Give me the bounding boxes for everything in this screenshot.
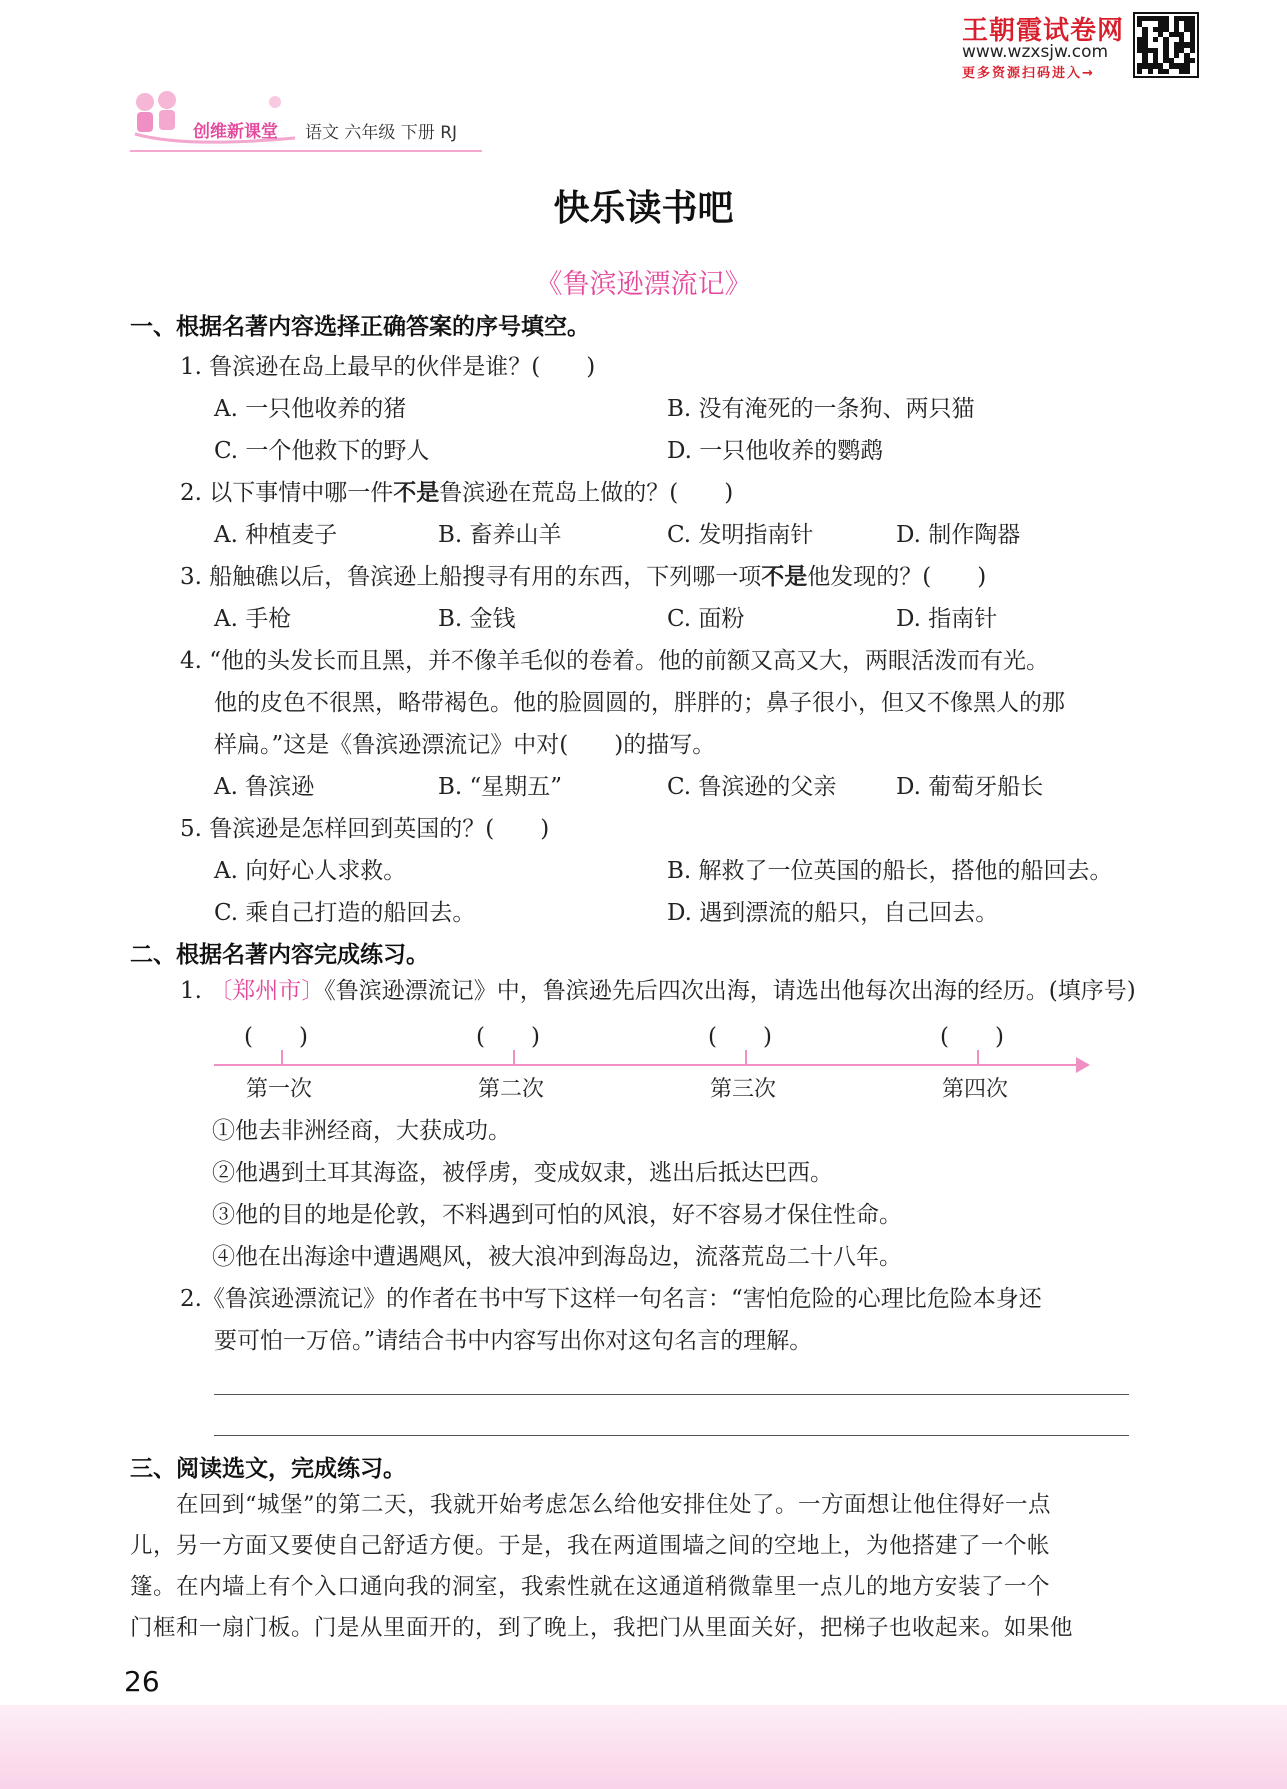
q3-option-b[interactable]: B. 金钱 — [438, 606, 516, 632]
timeline-blank-3[interactable]: ( ) — [708, 1024, 772, 1050]
series-name: 创维新课堂 — [193, 122, 278, 142]
q4-option-d[interactable]: D. 葡萄牙船长 — [896, 774, 1044, 800]
q2-option-b[interactable]: B. 畜养山羊 — [438, 522, 562, 548]
q2-stem-post: 鲁滨逊在荒岛上做的？( ) — [439, 480, 734, 506]
timeline-label-3: 第三次 — [710, 1077, 777, 1102]
passage-line-2: 儿，另一方面又要使自己舒适方便。于是，我在两道围墙之间的空地上，为他搭建了一个帐 — [130, 1533, 1051, 1559]
page-number: 26 — [124, 1665, 160, 1698]
q2-stem-pre: 2. 以下事情中哪一件 — [180, 480, 394, 506]
q1-stem: 1. 鲁滨逊在岛上最早的伙伴是谁？( ) — [180, 354, 596, 380]
q3-stem-post: 他发现的？( ) — [807, 564, 987, 590]
timeline-label-2: 第二次 — [478, 1077, 545, 1102]
timeline-arrow-icon — [1076, 1057, 1090, 1073]
q2-option-c[interactable]: C. 发明指南针 — [667, 522, 814, 548]
q5-option-b[interactable]: B. 解救了一位英国的船长，搭他的船回去。 — [667, 858, 1113, 884]
subject-info: 语文 六年级 下册 RJ — [305, 123, 458, 143]
timeline-tick — [513, 1050, 515, 1066]
s2-q1-stem — [180, 970, 1136, 1012]
timeline-label-4: 第四次 — [942, 1077, 1009, 1102]
timeline-tick — [281, 1050, 283, 1066]
q1-option-a[interactable]: A. 一只他收养的猪 — [214, 396, 407, 422]
section2-heading: 二、根据名著内容完成练习。 — [130, 942, 429, 968]
q4-line2: 他的皮色不很黑，略带褐色。他的脸圆圆的，胖胖的；鼻子很小，但又不像黑人的那 — [214, 690, 1065, 716]
q4-option-a[interactable]: A. 鲁滨逊 — [214, 774, 315, 800]
q4-option-b[interactable]: B. “星期五” — [438, 774, 563, 800]
s2-q1-num: 1. — [180, 978, 202, 1004]
q5-option-d[interactable]: D. 遇到漂流的船只，自己回去。 — [667, 900, 999, 926]
s2-q2-line2: 要可怕一万倍。”请结合书中内容写出你对这句名言的理解。 — [214, 1328, 813, 1354]
q1-option-d[interactable]: D. 一只他收养的鹦鹉 — [667, 438, 884, 464]
s2-q1-text: 《鲁滨逊漂流记》中，鲁滨逊先后四次出海，请选出他每次出海的经历。(填序号) — [324, 978, 1136, 1004]
header-divider — [130, 150, 482, 152]
q5-option-c[interactable]: C. 乘自己打造的船回去。 — [214, 900, 476, 926]
voyage-option-4: ④他在出海途中遭遇飓风，被大浪冲到海岛边，流落荒岛二十八年。 — [212, 1244, 902, 1270]
voyage-option-3: ③他的目的地是伦敦，不料遇到可怕的风浪，好不容易才保住性命。 — [212, 1202, 902, 1228]
voyage-option-2: ②他遇到土耳其海盗，被俘虏，变成奴隶，逃出后抵达巴西。 — [212, 1160, 833, 1186]
q1-option-c[interactable]: C. 一个他救下的野人 — [214, 438, 430, 464]
q3-option-a[interactable]: A. 手枪 — [214, 606, 292, 632]
page-title: 快乐读书吧 — [553, 188, 734, 229]
timeline-tick — [745, 1050, 747, 1066]
q5-option-a[interactable]: A. 向好心人求救。 — [214, 858, 407, 884]
answer-line-1[interactable] — [214, 1394, 1129, 1395]
q3-option-d[interactable]: D. 指南针 — [896, 606, 998, 632]
brand-url[interactable]: www.wzxsjw.com — [962, 42, 1109, 62]
q5-stem: 5. 鲁滨逊是怎样回到英国的？( ) — [180, 816, 550, 842]
timeline-blank-1[interactable]: ( ) — [244, 1024, 308, 1050]
q3-stem-bold: 不是 — [761, 563, 808, 590]
section1-heading: 一、根据名著内容选择正确答案的序号填空。 — [130, 314, 590, 340]
timeline-label-1: 第一次 — [246, 1077, 313, 1102]
passage-line-3: 篷。在内墙上有个入口通向我的洞室，我索性就在这通道稍微靠里一点儿的地方安装了一个 — [130, 1574, 1051, 1600]
q1-option-b[interactable]: B. 没有淹死的一条狗、两只猫 — [667, 396, 975, 422]
q3-option-c[interactable]: C. 面粉 — [667, 606, 745, 632]
timeline-blank-2[interactable]: ( ) — [476, 1024, 540, 1050]
book-title: 《鲁滨逊漂流记》 — [535, 269, 752, 300]
q3-stem-pre: 3. 船触礁以后，鲁滨逊上船搜寻有用的东西，下列哪一项 — [180, 564, 762, 590]
timeline-axis — [214, 1064, 1080, 1066]
s2-q2-line1: 2.《鲁滨逊漂流记》的作者在书中写下这样一句名言：“害怕危险的心理比危险本身还 — [180, 1286, 1042, 1312]
passage-line-4: 门框和一扇门板。门是从里面开的，到了晚上，我把门从里面关好，把梯子也收起来。如果他 — [130, 1615, 1074, 1641]
q3-stem — [180, 556, 986, 598]
q4-line3: 样扁。”这是《鲁滨逊漂流记》中对( )的描写。 — [214, 732, 716, 758]
passage-line-1: 在回到“城堡”的第二天，我就开始考虑怎么给他安排住处了。一方面想让他住得好一点 — [130, 1492, 1052, 1518]
passage — [130, 1485, 1130, 1649]
q2-option-a[interactable]: A. 种植麦子 — [214, 522, 338, 548]
q4-line1: 4. “他的头发长而且黑，并不像羊毛似的卷着。他的前额又高又大，两眼活泼而有光。 — [180, 648, 1050, 674]
timeline-blank-4[interactable]: ( ) — [940, 1024, 1004, 1050]
timeline-tick — [977, 1050, 979, 1066]
section3-heading: 三、阅读选文，完成练习。 — [130, 1456, 406, 1482]
voyage-option-1: ①他去非洲经商，大获成功。 — [212, 1118, 511, 1144]
brand-tip: 更多资源扫码进入→ — [962, 66, 1095, 81]
q4-option-c[interactable]: C. 鲁滨逊的父亲 — [667, 774, 837, 800]
q2-option-d[interactable]: D. 制作陶器 — [896, 522, 1021, 548]
brand-title: 王朝霞试卷网 — [962, 16, 1125, 46]
region-tag: 〔郑州市〕 — [209, 978, 325, 1004]
footer-band — [0, 1705, 1287, 1789]
answer-line-2[interactable] — [214, 1435, 1129, 1436]
q2-stem-bold: 不是 — [393, 479, 440, 506]
qr-code-icon[interactable] — [1133, 12, 1199, 78]
q2-stem — [180, 472, 733, 514]
